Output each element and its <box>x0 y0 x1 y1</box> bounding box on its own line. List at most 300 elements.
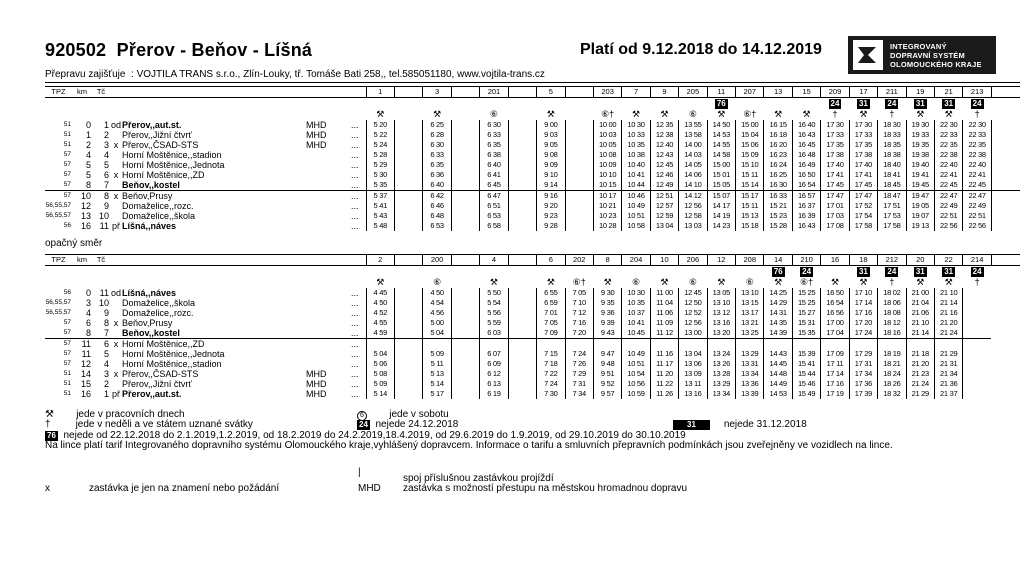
stop-name: Líšná,,náves <box>122 288 177 298</box>
restriction-badge: 24 <box>830 99 840 108</box>
departure-time: 12 40 <box>650 140 678 150</box>
tpz-zone: 56,55,57 <box>45 212 71 219</box>
departure-time <box>394 389 422 399</box>
departure-time: 22 51 <box>934 211 962 221</box>
departure-time: 6 09 <box>480 359 508 369</box>
departure-time: 10 41 <box>622 170 650 180</box>
trip-number: 11 <box>707 87 735 98</box>
departure-time: 18 32 <box>878 389 906 399</box>
departure-time <box>679 339 707 350</box>
stop-order: 4 <box>103 359 109 369</box>
departure-time: 18 02 <box>878 288 906 298</box>
trip-number: 20 <box>906 255 934 266</box>
departure-time: 16 24 <box>764 160 792 170</box>
departure-time: 14 06 <box>679 170 707 180</box>
departure-time <box>451 130 479 140</box>
departure-time: 14 19 <box>707 211 735 221</box>
departure-time: 10 15 <box>593 180 621 191</box>
carrier-text: : VOJTILA TRANS s.r.o., Zlín-Louky, tř. Tomáše Bati 258,, tel.585051180, www.vojtila-trans.cz <box>131 69 545 80</box>
table-row: 51 15 2 Přerov,,Jižní čtvrť MHD ... 5 09 5 14 6 13 7 24 7 31 9 52 10 56 11 22 13 11 13 29 13 36 14 49 15 46 17 16 17 36 18 26 21 24 21 36 <box>45 379 1020 389</box>
day-symbol-icon: ⑥† <box>601 109 615 119</box>
departure-time: 16 57 <box>792 191 820 202</box>
table-row: 57 5 5 Horní Moštěnice,,Jednota ... 5 29 6 35 6 40 9 09 10 09 10 40 12 45 14 05 15 00 15 10 16 24 16 49 17 40 17 40 18 40 19 40 22 40 22 40 <box>45 160 1020 170</box>
departure-time <box>565 140 593 150</box>
departure-time: 17 38 <box>849 150 877 160</box>
departure-time: 22 47 <box>934 191 962 202</box>
departure-time: 7 18 <box>537 359 565 369</box>
km-value: 8 <box>85 328 91 338</box>
day-symbol-icon: ⚒ <box>944 277 953 287</box>
departure-time: 10 28 <box>593 221 621 231</box>
departure-time <box>508 211 536 221</box>
departure-time: 10 40 <box>622 160 650 170</box>
cross-icon: † <box>45 419 51 430</box>
trip-number: 202 <box>565 255 593 266</box>
day-symbol-icon: ⑥ <box>433 277 442 287</box>
day-symbol-icon: ⑥ <box>489 109 498 119</box>
km-value: 10 <box>72 191 92 202</box>
departure-time: 4 59 <box>366 328 394 339</box>
departure-time <box>764 339 792 350</box>
departure-time: 7 20 <box>565 328 593 339</box>
departure-time: 5 48 <box>366 221 394 231</box>
stop-name: Horní Moštěnice,,ZD <box>122 170 205 180</box>
departure-time <box>906 339 934 350</box>
departure-time: 15 04 <box>736 130 764 140</box>
tpz-zone: 51 <box>63 121 71 128</box>
departure-time <box>394 349 422 359</box>
stop-order: 7 <box>103 328 109 338</box>
departure-time: 5 13 <box>423 369 451 379</box>
departure-time: 13 55 <box>679 120 707 130</box>
departure-time: 16 18 <box>764 130 792 140</box>
departure-time <box>991 191 1020 202</box>
departure-time: 15 35 <box>792 328 820 339</box>
departure-time: 18 30 <box>878 120 906 130</box>
day-symbol-icon <box>451 277 479 288</box>
departure-time: 18 12 <box>878 318 906 328</box>
departure-time: 10 49 <box>622 349 650 359</box>
departure-time: 15 14 <box>736 180 764 191</box>
trip-number: 213 <box>963 87 991 98</box>
day-symbol-icon: ⑥ <box>688 109 697 119</box>
departure-time: 19 33 <box>906 130 934 140</box>
departure-time: 5 59 <box>480 318 508 328</box>
departure-time: 17 30 <box>849 120 877 130</box>
departure-time: 18 19 <box>878 349 906 359</box>
departure-time <box>963 318 991 328</box>
departure-time: 21 29 <box>934 349 962 359</box>
day-symbol-icon: ⚒ <box>603 277 612 287</box>
day-symbol-icon: ⚒ <box>546 277 555 287</box>
departure-time: 16 37 <box>792 201 820 211</box>
mhd-mark <box>306 328 344 339</box>
departure-time <box>508 349 536 359</box>
departure-time <box>508 170 536 180</box>
departure-time <box>508 339 536 350</box>
departure-time <box>451 379 479 389</box>
departure-time: 11 22 <box>650 379 678 389</box>
departure-time <box>394 369 422 379</box>
departure-time: 6 59 <box>537 298 565 308</box>
tpz-zone: 57 <box>63 319 71 326</box>
trip-number: 6 <box>537 255 565 266</box>
departure-time: 22 41 <box>963 170 991 180</box>
day-symbol-icon <box>991 109 1020 120</box>
departure-time: 19 41 <box>906 170 934 180</box>
departure-time: 7 30 <box>537 389 565 399</box>
departure-time <box>508 201 536 211</box>
departure-time: 15 09 <box>736 150 764 160</box>
departure-time: 12 38 <box>650 130 678 140</box>
departure-time <box>508 150 536 160</box>
stop-flag <box>110 130 122 140</box>
mhd-mark <box>306 201 344 211</box>
departure-time: 12 56 <box>679 318 707 328</box>
departure-time: 17 38 <box>821 150 849 160</box>
departure-time: 7 24 <box>537 379 565 389</box>
mhd-mark: MHD <box>306 130 327 140</box>
departure-time: 13 36 <box>736 379 764 389</box>
departure-time: 21 24 <box>906 379 934 389</box>
departure-time: 5 06 <box>366 359 394 369</box>
trip-number <box>508 87 536 98</box>
departure-time: 7 10 <box>565 298 593 308</box>
departure-time <box>963 288 991 298</box>
departure-time: 11 00 <box>650 288 678 298</box>
departure-time: 14 31 <box>764 308 792 318</box>
departure-time: 6 51 <box>480 201 508 211</box>
departure-time: 13 17 <box>736 308 764 318</box>
departure-time: 21 29 <box>906 389 934 399</box>
departure-time: 9 03 <box>537 130 565 140</box>
departure-time: 5 04 <box>423 328 451 339</box>
departure-time: 17 40 <box>821 160 849 170</box>
day-symbol-icon <box>565 109 593 120</box>
departure-time <box>394 221 422 231</box>
departure-time <box>991 170 1020 180</box>
departure-time: 7 31 <box>565 379 593 389</box>
departure-time <box>394 359 422 369</box>
departure-time: 10 54 <box>622 369 650 379</box>
table-row: 56,55,57 13 10 Domaželice,,škola ... 5 43 6 48 6 53 9 23 10 23 10 51 12 59 12 58 14 19 15 13 15 23 16 39 17 03 17 54 17 53 19 07 22 51 22 51 <box>45 211 1020 221</box>
trip-number <box>451 255 479 266</box>
departure-time <box>451 201 479 211</box>
departure-time: 13 00 <box>679 328 707 339</box>
stop-order: 3 <box>103 369 109 379</box>
departure-time: 12 58 <box>679 211 707 221</box>
departure-time: 22 45 <box>963 180 991 191</box>
departure-time: 17 40 <box>849 160 877 170</box>
departure-time: 6 38 <box>480 150 508 160</box>
departure-time: 13 58 <box>679 130 707 140</box>
departure-time: 18 41 <box>878 170 906 180</box>
ids-logo-icon <box>852 39 884 71</box>
departure-time <box>849 339 877 350</box>
departure-time: 14 39 <box>764 328 792 339</box>
departure-time: 22 35 <box>963 140 991 150</box>
departure-time <box>565 120 593 130</box>
logo-line-1: INTEGROVANÝ <box>890 41 947 51</box>
departure-time: 10 46 <box>622 191 650 202</box>
line-number: 920502 <box>45 40 107 60</box>
departure-time: 10 00 <box>593 120 621 130</box>
departure-time: 16 39 <box>792 211 820 221</box>
departure-time: 12 46 <box>650 170 678 180</box>
restriction-badge: 24 <box>972 267 982 276</box>
departure-time <box>394 318 422 328</box>
departure-time: 14 48 <box>764 369 792 379</box>
stop-order: 2 <box>103 130 109 140</box>
departure-time: 14 45 <box>764 359 792 369</box>
tpz-zone: 57 <box>63 329 71 336</box>
departure-time <box>565 180 593 191</box>
departure-time: 16 54 <box>792 180 820 191</box>
stop-order: 8 <box>103 318 109 328</box>
departure-time <box>508 369 536 379</box>
departure-time: 19 05 <box>906 201 934 211</box>
restriction-badge: 31 <box>915 99 925 108</box>
trip-number <box>991 87 1020 98</box>
departure-time <box>934 339 962 350</box>
departure-time: 9 20 <box>537 201 565 211</box>
departure-time: 17 41 <box>849 170 877 180</box>
departure-time: 6 58 <box>480 221 508 231</box>
stop-order: 9 <box>103 308 109 318</box>
km-value: 12 <box>80 201 91 211</box>
day-symbol-icon: ⚒ <box>376 277 385 287</box>
departure-time: 7 16 <box>565 318 593 328</box>
departure-time: 16 40 <box>792 120 820 130</box>
departure-time <box>991 130 1020 140</box>
departure-time: 22 35 <box>934 140 962 150</box>
departure-time: 14 12 <box>679 191 707 202</box>
km-value: 16 <box>80 221 91 231</box>
tpz-zone: 56,55,57 <box>45 299 71 306</box>
departure-time: 13 16 <box>679 389 707 399</box>
departure-time <box>451 211 479 221</box>
legend-pass: spoj příslušnou zastávkou projíždí <box>403 473 554 484</box>
departure-time: 5 08 <box>366 369 394 379</box>
departure-time: 6 12 <box>480 369 508 379</box>
departure-time: 11 04 <box>650 298 678 308</box>
departure-time <box>508 140 536 150</box>
mhd-mark <box>306 339 344 350</box>
tpz-zone: 57 <box>45 339 72 350</box>
stop-order: 3 <box>103 140 109 150</box>
departure-time: 15 11 <box>736 201 764 211</box>
mhd-mark <box>306 308 344 318</box>
tc-header: Tč <box>92 87 110 98</box>
departure-time: 14 03 <box>679 150 707 160</box>
departure-time: 18 33 <box>878 130 906 140</box>
trip-number: 12 <box>707 255 735 266</box>
departure-time <box>394 120 422 130</box>
departure-time: 7 29 <box>565 369 593 379</box>
departure-time: 5 41 <box>366 201 394 211</box>
departure-time: 16 20 <box>764 140 792 150</box>
departure-time: 12 45 <box>650 160 678 170</box>
mhd-mark <box>306 150 344 160</box>
mhd-mark <box>306 180 344 191</box>
departure-time: 15 17 <box>736 191 764 202</box>
km-value: 4 <box>85 308 91 318</box>
departure-time: 5 22 <box>366 130 394 140</box>
departure-time: 16 48 <box>792 150 820 160</box>
departure-time: 15 39 <box>792 349 820 359</box>
departure-time: 7 01 <box>537 308 565 318</box>
day-symbol-icon: ⚒ <box>660 109 669 119</box>
departure-time: 15 25 <box>792 288 820 298</box>
departure-time <box>991 150 1020 160</box>
departure-time: 15 13 <box>736 211 764 221</box>
departure-time: 10 03 <box>593 130 621 140</box>
departure-time: 18 21 <box>878 359 906 369</box>
departure-time <box>707 339 735 350</box>
departure-time: 9 05 <box>537 140 565 150</box>
departure-time <box>394 201 422 211</box>
departure-time: 22 49 <box>934 201 962 211</box>
restriction-badge: 31 <box>858 99 868 108</box>
trip-number: 7 <box>622 87 650 98</box>
departure-time: 4 52 <box>366 308 394 318</box>
departure-time: 22 33 <box>963 130 991 140</box>
departure-time: 16 23 <box>764 150 792 160</box>
departure-time: 5 20 <box>366 120 394 130</box>
departure-time: 17 01 <box>821 201 849 211</box>
departure-time: 15 28 <box>764 221 792 231</box>
mhd-mark: MHD <box>306 389 327 399</box>
day-symbol-icon <box>394 277 422 288</box>
day-symbol-icon: ⑥† <box>572 277 586 287</box>
departure-time: 9 08 <box>537 150 565 160</box>
departure-time <box>508 180 536 191</box>
table-row: 57 10 8 x Beňov,Prusy ... 5 37 6 42 6 47 9 16 10 17 10 46 12 51 14 12 15 07 15 17 16 33 16 57 17 47 17 47 18 47 19 47 22 47 22 47 <box>45 191 1020 202</box>
departure-time: 14 25 <box>764 288 792 298</box>
day-symbol-icon: ⚒ <box>916 109 925 119</box>
table-row: 56,55,57 12 9 Domaželice,,rozc. ... 5 41 6 46 6 51 9 20 10 21 10 49 12 57 12 56 14 17 15 11 15 21 16 37 17 01 17 52 17 51 19 05 22 49 22 49 <box>45 201 1020 211</box>
day-symbol-icon: ⚒ <box>546 109 555 119</box>
tpz-zone: 56 <box>63 289 71 296</box>
departure-time: 22 49 <box>963 201 991 211</box>
departure-time: 13 15 <box>736 298 764 308</box>
day-symbol-icon: ⑥ <box>745 277 754 287</box>
route-name: Přerov - Beňov - Líšná <box>116 40 313 60</box>
day-symbol-icon: † <box>974 277 980 287</box>
departure-time: 12 57 <box>650 201 678 211</box>
stop-flag: x <box>113 318 119 328</box>
day-symbol-icon: ⑥ <box>688 277 697 287</box>
mhd-symbol: MHD <box>358 483 381 494</box>
code-24-badge: 24 <box>359 420 368 429</box>
departure-time <box>963 349 991 359</box>
stop-flag <box>110 211 122 221</box>
departure-time: 17 33 <box>821 130 849 140</box>
departure-time: 10 08 <box>593 150 621 160</box>
restriction-badge: 24 <box>887 99 897 108</box>
table-row: 51 14 3 x Přerov,,ČSAD-STS MHD ... 5 08 5 13 6 12 7 22 7 29 9 51 10 54 11 20 13 09 13 28 13 34 14 48 15 44 17 14 17 34 18 24 21 23 21 34 <box>45 369 1020 379</box>
departure-time: 17 04 <box>821 328 849 339</box>
departure-time: 17 08 <box>821 221 849 231</box>
departure-time: 22 45 <box>934 180 962 191</box>
departure-time: 6 42 <box>423 191 451 202</box>
departure-time: 6 07 <box>480 349 508 359</box>
day-symbol-icon: ⑥† <box>743 109 757 119</box>
departure-time <box>963 298 991 308</box>
km-value: 0 <box>85 120 91 130</box>
departure-time: 17 20 <box>849 318 877 328</box>
departure-time: 16 50 <box>792 170 820 180</box>
restriction-badge: 24 <box>802 267 812 276</box>
departure-time: 6 33 <box>423 150 451 160</box>
table-row: 56,55,57 4 9 Domaželice,,rozc. ... 4 52 4 56 5 56 7 01 7 12 9 36 10 37 11 06 12 52 13 12 13 17 14 31 15 27 16 56 17 16 18 08 21 06 21 16 <box>45 308 1020 318</box>
mhd-mark <box>306 221 344 231</box>
departure-time <box>394 308 422 318</box>
departure-time: 13 29 <box>736 349 764 359</box>
km-value: 0 <box>85 288 91 298</box>
departure-time: 9 14 <box>537 180 565 191</box>
departure-time: 22 40 <box>934 160 962 170</box>
departure-time: 6 48 <box>423 211 451 221</box>
departure-time: 5 30 <box>366 170 394 180</box>
stop-name: Domaželice,,škola <box>122 211 196 221</box>
trip-number: 8 <box>593 255 621 266</box>
departure-time <box>394 140 422 150</box>
hammer-icon: ⚒ <box>45 409 54 420</box>
table-row: 51 1 2 Přerov,,Jižní čtvrť MHD ... 5 22 6 28 6 33 9 03 10 03 10 33 12 38 13 58 14 53 15 04 16 18 16 43 17 33 17 33 18 33 19 33 22 33 22 33 <box>45 130 1020 140</box>
restriction-badge: 31 <box>944 267 954 276</box>
departure-time <box>508 379 536 389</box>
departure-time: 14 23 <box>707 221 735 231</box>
departure-time: 5 24 <box>366 140 394 150</box>
stop-name: Přerov,,aut.st. <box>122 389 182 399</box>
divider <box>45 82 1020 83</box>
departure-time: 13 21 <box>736 318 764 328</box>
departure-time: 16 54 <box>821 298 849 308</box>
departure-time <box>508 359 536 369</box>
departure-time: 15 23 <box>764 211 792 221</box>
day-symbol-icon <box>508 109 536 120</box>
departure-time <box>963 339 991 350</box>
departure-time: 15 41 <box>792 359 820 369</box>
departure-time: 17 29 <box>849 349 877 359</box>
mhd-mark <box>306 160 344 170</box>
table-row: 57 11 6 x Horní Moštěnice,,ZD ... <box>45 339 1020 350</box>
stop-flag <box>110 180 122 191</box>
departure-time: 17 36 <box>849 379 877 389</box>
departure-time: 16 49 <box>792 160 820 170</box>
stop-flag <box>110 150 122 160</box>
mhd-mark: MHD <box>306 369 327 379</box>
departure-time: 9 51 <box>593 369 621 379</box>
departure-time <box>451 221 479 231</box>
departure-time: 17 24 <box>849 328 877 339</box>
departure-time <box>394 160 422 170</box>
departure-time: 11 06 <box>650 308 678 318</box>
legend-76: 76 nejede od 22.12.2018 do 2.1.2019,1.2.2019, od 18.2.2019 do 24.2.2019,18.4.2019, od 29.6.2019 do 1.9.2019, od 29.10.2019 do 30.10.2019 <box>47 430 686 441</box>
stop-name: Přerov,,aut.st. <box>122 120 182 130</box>
departure-time: 21 36 <box>934 379 962 389</box>
departure-time: 17 39 <box>849 389 877 399</box>
stop-name: Horní Moštěnice,,Jednota <box>122 349 225 359</box>
departure-time: 15 00 <box>736 120 764 130</box>
departure-time: 7 15 <box>537 349 565 359</box>
departure-time: 18 24 <box>878 369 906 379</box>
departure-time: 22 47 <box>963 191 991 202</box>
departure-time: 6 35 <box>423 160 451 170</box>
departure-time: 22 38 <box>934 150 962 160</box>
departure-time: 12 51 <box>650 191 678 202</box>
